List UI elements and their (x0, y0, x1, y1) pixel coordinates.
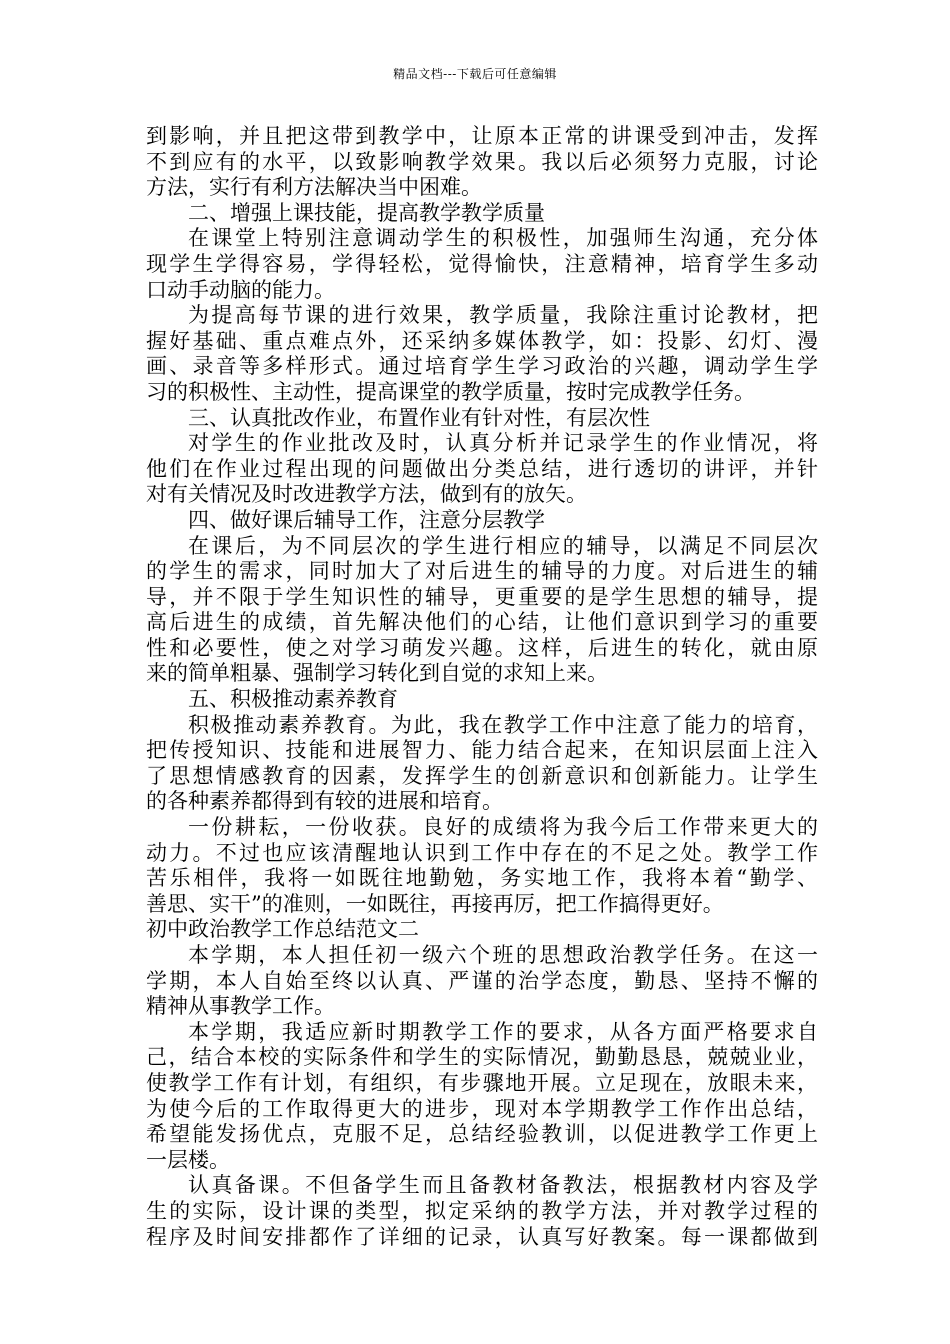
text-line: 本学期，本人担任初一级六个班的思想政治教学任务。在这一 (188, 943, 818, 967)
text-line: 画、录音等多样形式。通过培育学生学习政治的兴趣，调动学生学 (146, 354, 818, 379)
text-line: 来的简单粗暴、强制学习转化到自觉的求知上来。 (146, 661, 608, 686)
text-line: 善思、实干”的准则，一如既往，再接再厉，把工作搞得更好。 (146, 891, 724, 916)
text-line: 导，并不限于学生知识性的辅导，更重要的是学生思想的辅导，提 (146, 584, 818, 609)
text-line: 握好基础、重点难点外，还采纳多媒体教学，如：投影、幻灯、漫 (146, 328, 818, 353)
text-line: 的各种素养都得到有较的进展和培育。 (146, 789, 503, 814)
text-line: 把传授知识、技能和进展智力、能力结合起来，在知识层面上注入 (146, 738, 818, 763)
text-line: 学期，本人自始至终以认真、严谨的治学态度，勤恳、坚持不懈的 (146, 968, 818, 993)
text-line: 希望能发扬优点，克服不足，总结经验教训，以促进教学工作更上 (146, 1122, 818, 1147)
text-line: 精神从事教学工作。 (146, 994, 335, 1019)
text-line: 为使今后的工作取得更大的进步，现对本学期教学工作作出总结， (146, 1096, 818, 1121)
text-line: 现学生学得容易，学得轻松，觉得愉快，注意精神，培育学生多动 (146, 251, 818, 276)
text-line: 习的积极性、主动性，提高课堂的教学质量，按时完成教学任务。 (146, 379, 755, 404)
text-line: 他们在作业过程出现的问题做出分类总结，进行透切的讲评，并针 (146, 456, 818, 481)
text-line: 的学生的需求，同时加大了对后进生的辅导的力度。对后进生的辅 (146, 559, 818, 584)
text-line: 一份耕耘，一份收获。良好的成绩将为我今后工作带来更大的 (188, 815, 818, 840)
text-line: 到影响，并且把这带到教学中，让原本正常的讲课受到冲击，发挥 (146, 124, 818, 148)
text-line: 三、认真批改作业，布置作业有针对性，有层次性 (188, 405, 650, 430)
text-line: 己，结合本校的实际条件和学生的实际情况，勤勤恳恳，兢兢业业， (146, 1045, 818, 1070)
text-line: 积极推动素养教育。为此，我在教学工作中注意了能力的培育， (188, 712, 818, 737)
text-line: 认真备课。不但备学生而且备教材备教法，根据教材内容及学 (188, 1173, 818, 1198)
text-line: 生的实际，设计课的类型，拟定采纳的教学方法，并对教学过程的 (146, 1198, 818, 1223)
text-line: 高后进生的成绩，首先解决他们的心结，让他们意识到学习的重要 (146, 610, 818, 635)
text-line: 性和必要性，使之对学习萌发兴趣。这样，后进生的转化，就由原 (146, 635, 818, 660)
text-line: 了思想情感教育的因素，发挥学生的创新意识和创新能力。让学生 (146, 763, 818, 788)
text-line: 对学生的作业批改及时，认真分析并记录学生的作业情况，将 (188, 431, 818, 456)
text-line: 一层楼。 (146, 1147, 230, 1172)
text-line: 本学期，我适应新时期教学工作的要求，从各方面严格要求自 (188, 1019, 818, 1044)
text-line: 初中政治教学工作总结范文二 (146, 917, 419, 942)
text-line: 程序及时间安排都作了详细的记录，认真写好教案。每一课都做到 (146, 1224, 818, 1249)
text-line: 动力。不过也应该清醒地认识到工作中存在的不足之处。教学工作 (146, 840, 818, 865)
text-line: 苦乐相伴，我将一如既往地勤勉，务实地工作，我将本着“勤学、 (146, 866, 818, 891)
text-line: 口动手动脑的能力。 (146, 277, 335, 302)
text-line: 不到应有的水平，以致影响教学效果。我以后必须努力克服，讨论 (146, 149, 818, 174)
page-header: 精品文档---下载后可任意编辑 (393, 67, 557, 81)
text-line: 使教学工作有计划，有组织，有步骤地开展。立足现在，放眼未来， (146, 1070, 818, 1095)
text-line: 四、做好课后辅导工作，注意分层教学 (188, 507, 545, 532)
text-line: 在课后，为不同层次的学生进行相应的辅导，以满足不同层次 (188, 533, 818, 558)
text-line: 方法，实行有利方法解决当中困难。 (146, 175, 482, 200)
document-body (146, 124, 818, 1250)
text-line: 五、积极推动素养教育 (188, 687, 398, 712)
text-line: 为提高每节课的进行效果，教学质量，我除注重讨论教材，把 (188, 303, 818, 328)
text-line: 二、增强上课技能，提高教学教学质量 (188, 200, 545, 225)
text-line: 在课堂上特别注意调动学生的积极性，加强师生沟通，充分体 (188, 226, 818, 251)
text-line: 对有关情况及时改进教学方法，做到有的放矢。 (146, 482, 587, 507)
